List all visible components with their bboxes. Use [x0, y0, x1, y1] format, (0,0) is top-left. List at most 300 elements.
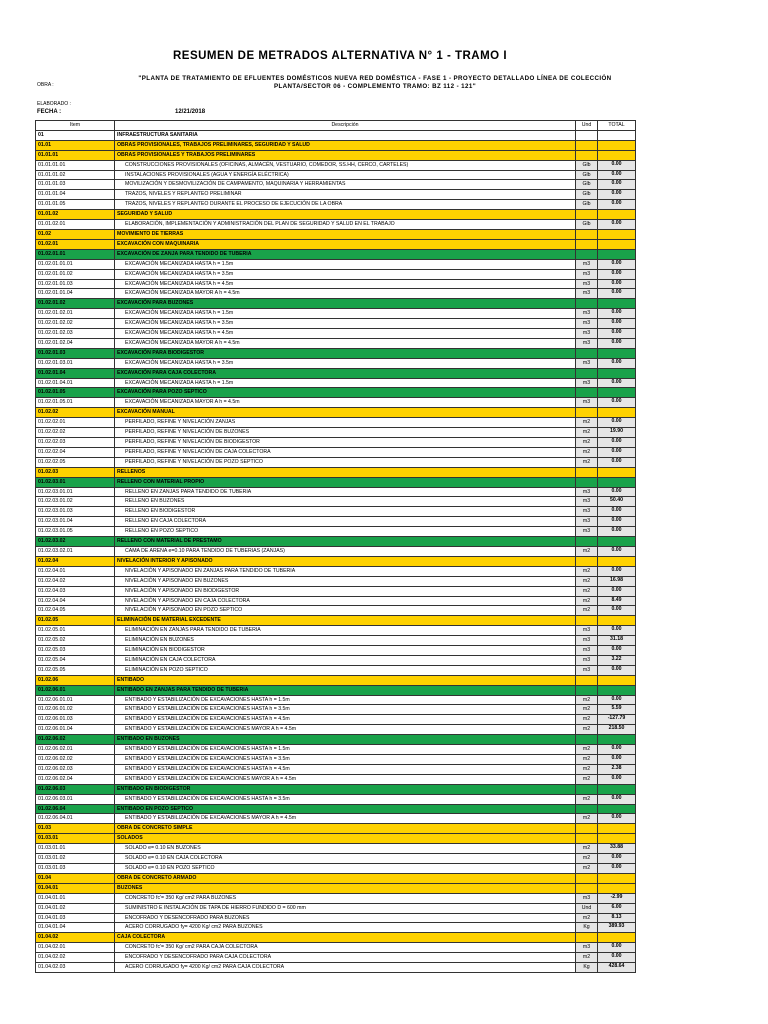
- cell-unit: [576, 685, 598, 695]
- table-row: [36, 289, 636, 299]
- cell-total: 0.00: [598, 289, 636, 299]
- cell-total: 0.00: [598, 527, 636, 537]
- obra-description: "PLANTA DE TRATAMIENTO DE EFLUENTES DOMÉSTICOS NUEVA RED DOMÉSTICA - FASE 1 - PROYECTO DETALLADO LÍNEA DE COLECCIÓN PLANTA/SECTOR 06 - COMPLEMENTO TRAMO: BZ 112 - 121": [138, 75, 612, 90]
- cell-description: RELLENO CON MATERIAL DE PRESTAMO: [115, 537, 576, 547]
- cell-item: 01.02: [36, 229, 115, 239]
- cell-total: 50.40: [598, 497, 636, 507]
- cell-description: CONCRETO fc'= 350 Kg/ cm2 PARA CAJA COLECTORA: [115, 943, 576, 953]
- table-row: [36, 705, 636, 715]
- obra-label: OBRA :: [37, 82, 54, 88]
- table-row: [36, 764, 636, 774]
- table-row: [36, 893, 636, 903]
- cell-total: -2.99: [598, 893, 636, 903]
- cell-unit: m3: [576, 338, 598, 348]
- cell-item: 01.02.04.02: [36, 576, 115, 586]
- cell-item: 01.02.02.02: [36, 428, 115, 438]
- cell-unit: m3: [576, 289, 598, 299]
- cell-item: 01.02.01.01.03: [36, 279, 115, 289]
- cell-unit: [576, 408, 598, 418]
- cell-total: 0.00: [598, 319, 636, 329]
- cell-unit: m3: [576, 329, 598, 339]
- cell-unit: [576, 933, 598, 943]
- cell-total: 0.00: [598, 438, 636, 448]
- table-row: [36, 319, 636, 329]
- cell-total: 0.00: [598, 457, 636, 467]
- table-row: [36, 398, 636, 408]
- cell-description: ENTIBADO: [115, 675, 576, 685]
- cell-item: 01.04.01.01: [36, 893, 115, 903]
- cell-total: 0.00: [598, 606, 636, 616]
- cell-unit: [576, 616, 598, 626]
- cell-description: NIVELACIÓN Y APISONADO EN CAJA COLECTORA: [115, 596, 576, 606]
- table-section-row: [36, 804, 636, 814]
- cell-description: ENTIBADO Y ESTABILIZACIÓN DE EXCAVACIONES HASTA h = 1.5m: [115, 745, 576, 755]
- cell-unit: m2: [576, 546, 598, 556]
- table-row: [36, 338, 636, 348]
- cell-item: 01.02.01.04.01: [36, 378, 115, 388]
- cell-description: TRAZOS, NIVELES Y REPLANTEO DURANTE EL PROCESO DE EJECUCIÓN DE LA OBRA: [115, 200, 576, 210]
- cell-total: [598, 467, 636, 477]
- cell-total: 0.00: [598, 774, 636, 784]
- cell-unit: [576, 150, 598, 160]
- cell-description: OBRA DE CONCRETO ARMADO: [115, 873, 576, 883]
- cell-total: [598, 685, 636, 695]
- cell-total: 0.00: [598, 269, 636, 279]
- cell-item: 01.02.05.04: [36, 655, 115, 665]
- cell-total: 0.00: [598, 507, 636, 517]
- cell-description: EXCAVACIÓN MECANIZADA HASTA h = 1.5m: [115, 378, 576, 388]
- cell-total: [598, 140, 636, 150]
- table-section-row: [36, 140, 636, 150]
- cell-total: 16.98: [598, 576, 636, 586]
- cell-unit: m2: [576, 745, 598, 755]
- cell-item: 01.02.02.04: [36, 447, 115, 457]
- cell-description: RELLENO CON MATERIAL PROPIO: [115, 477, 576, 487]
- cell-total: 0.00: [598, 755, 636, 765]
- cell-item: 01.02.06.01.04: [36, 725, 115, 735]
- cell-unit: m2: [576, 863, 598, 873]
- cell-description: ENTIBADO EN BUZONES: [115, 735, 576, 745]
- cell-unit: m2: [576, 606, 598, 616]
- table-row: [36, 636, 636, 646]
- cell-unit: [576, 368, 598, 378]
- cell-unit: [576, 735, 598, 745]
- cell-item: 01.04.01.04: [36, 923, 115, 933]
- table-row: [36, 665, 636, 675]
- cell-description: ELIMINACIÓN EN CAJA COLECTORA: [115, 655, 576, 665]
- cell-total: 0.00: [598, 279, 636, 289]
- cell-unit: Glb: [576, 190, 598, 200]
- cell-total: 0.00: [598, 338, 636, 348]
- cell-total: 0.00: [598, 646, 636, 656]
- cell-total: [598, 368, 636, 378]
- cell-total: 0.00: [598, 200, 636, 210]
- cell-total: 0.00: [598, 695, 636, 705]
- cell-item: 01.02.06: [36, 675, 115, 685]
- cell-description: ENTIBADO Y ESTABILIZACIÓN DE EXCAVACIONES HASTA h = 4.5m: [115, 764, 576, 774]
- cell-item: 01.02.04.05: [36, 606, 115, 616]
- cell-unit: [576, 348, 598, 358]
- cell-item: 01.02.01.02.04: [36, 338, 115, 348]
- cell-description: ELIMINACIÓN EN BUZONES: [115, 636, 576, 646]
- cell-description: EXCAVACIÓN MECANIZADA HASTA h = 3.5m: [115, 269, 576, 279]
- cell-description: SEGURIDAD Y SALUD: [115, 210, 576, 220]
- cell-description: RELLENO EN CAJA COLECTORA: [115, 517, 576, 527]
- cell-description: NIVELACIÓN INTERIOR Y APISONADO: [115, 556, 576, 566]
- cell-description: ELIMINACIÓN DE MATERIAL EXCEDENTE: [115, 616, 576, 626]
- cell-unit: m3: [576, 378, 598, 388]
- cell-total: 0.00: [598, 566, 636, 576]
- table-row: [36, 269, 636, 279]
- table-section-row: [36, 873, 636, 883]
- cell-unit: m2: [576, 438, 598, 448]
- table-row: [36, 646, 636, 656]
- elaborado-label: ELABORADO :: [37, 101, 71, 107]
- cell-description: NIVELACIÓN Y APISONADO EN POZO SEPTICO: [115, 606, 576, 616]
- cell-unit: [576, 556, 598, 566]
- cell-total: 0.00: [598, 794, 636, 804]
- cell-unit: m3: [576, 497, 598, 507]
- cell-total: 0.00: [598, 447, 636, 457]
- cell-description: RELLENO EN BIODIGESTOR: [115, 507, 576, 517]
- cell-item: 01.02.01.01: [36, 249, 115, 259]
- cell-description: SOLADO e= 0.10 EN CAJA COLECTORA: [115, 854, 576, 864]
- cell-unit: m3: [576, 319, 598, 329]
- cell-unit: m3: [576, 655, 598, 665]
- cell-description: PERFILADO, REFINE Y NIVELACIÓN DE POZO SEPTICO: [115, 457, 576, 467]
- table-section-row: [36, 229, 636, 239]
- cell-description: ACERO CORRUGADO fy= 4200 Kg/ cm2 PARA CAJA COLECTORA: [115, 963, 576, 973]
- cell-description: RELLENO EN BUZONES: [115, 497, 576, 507]
- cell-description: ENTIBADO Y ESTABILIZACIÓN DE EXCAVACIONES HASTA h = 3.5m: [115, 755, 576, 765]
- cell-total: 0.00: [598, 546, 636, 556]
- cell-unit: m2: [576, 447, 598, 457]
- cell-unit: [576, 210, 598, 220]
- cell-total: 0.00: [598, 953, 636, 963]
- cell-description: ELIMINACIÓN EN POZO SEPTICO: [115, 665, 576, 675]
- table-section-row: [36, 408, 636, 418]
- cell-item: 01.03.01: [36, 834, 115, 844]
- table-row: [36, 170, 636, 180]
- cell-total: 0.00: [598, 487, 636, 497]
- cell-total: [598, 933, 636, 943]
- table-header-row: [36, 121, 636, 131]
- cell-description: RELLENOS: [115, 467, 576, 477]
- cell-unit: [576, 299, 598, 309]
- cell-unit: m3: [576, 636, 598, 646]
- cell-total: 0.00: [598, 943, 636, 953]
- table-section-row: [36, 675, 636, 685]
- page-title: RESUMEN DE METRADOS ALTERNATIVA N° 1 - TRAMO I: [172, 50, 508, 62]
- cell-description: RELLENO EN POZO SEPTICO: [115, 527, 576, 537]
- table-row: [36, 903, 636, 913]
- cell-description: ENTIBADO Y ESTABILIZACIÓN DE EXCAVACIONES HASTA h = 3.5m: [115, 705, 576, 715]
- cell-item: 01.04: [36, 873, 115, 883]
- cell-unit: m2: [576, 953, 598, 963]
- cell-total: [598, 824, 636, 834]
- column-header-item: Item: [36, 121, 115, 131]
- cell-item: 01.02.03.01.05: [36, 527, 115, 537]
- cell-description: EXCAVACIÓN MECANIZADA HASTA h = 3.5m: [115, 358, 576, 368]
- table-row: [36, 626, 636, 636]
- cell-unit: [576, 834, 598, 844]
- cell-unit: m2: [576, 695, 598, 705]
- cell-item: 01.02.01.02.03: [36, 329, 115, 339]
- cell-unit: m2: [576, 814, 598, 824]
- table-row: [36, 190, 636, 200]
- cell-item: 01.02.06.02.01: [36, 745, 115, 755]
- metrados-table: [35, 120, 636, 973]
- cell-description: NIVELACIÓN Y APISONADO EN BIODIGESTOR: [115, 586, 576, 596]
- cell-total: 0.00: [598, 329, 636, 339]
- cell-total: 0.00: [598, 626, 636, 636]
- table-row: [36, 755, 636, 765]
- cell-description: EXCAVACIÓN PARA BIODIGESTOR: [115, 348, 576, 358]
- cell-total: [598, 249, 636, 259]
- cell-item: 01.01.02: [36, 210, 115, 220]
- table-section-row: [36, 150, 636, 160]
- cell-unit: [576, 130, 598, 140]
- cell-item: 01.02.05.03: [36, 646, 115, 656]
- cell-item: 01.01.01.04: [36, 190, 115, 200]
- cell-item: 01.01.01.05: [36, 200, 115, 210]
- cell-item: 01.02.06.02.02: [36, 755, 115, 765]
- cell-item: 01.02.05: [36, 616, 115, 626]
- cell-unit: Kg: [576, 963, 598, 973]
- cell-item: 01.02.03.01.03: [36, 507, 115, 517]
- table-row: [36, 497, 636, 507]
- cell-item: 01.02.02.05: [36, 457, 115, 467]
- cell-unit: m2: [576, 418, 598, 428]
- table-row: [36, 457, 636, 467]
- cell-total: 389.93: [598, 923, 636, 933]
- cell-unit: [576, 249, 598, 259]
- cell-unit: Glb: [576, 200, 598, 210]
- cell-unit: m3: [576, 665, 598, 675]
- table-row: [36, 606, 636, 616]
- cell-total: 0.00: [598, 665, 636, 675]
- cell-description: PERFILADO, REFINE Y NIVELACIÓN ZANJAS: [115, 418, 576, 428]
- cell-unit: m2: [576, 705, 598, 715]
- cell-description: EXCAVACIÓN MECANIZADA MAYOR A h = 4.5m: [115, 338, 576, 348]
- cell-unit: [576, 229, 598, 239]
- table-row: [36, 923, 636, 933]
- cell-unit: m3: [576, 269, 598, 279]
- cell-unit: [576, 467, 598, 477]
- cell-description: INSTALACIONES PROVISIONALES (AGUA Y ENERGÍA ELÉCTRICA): [115, 170, 576, 180]
- cell-total: 0.00: [598, 170, 636, 180]
- cell-unit: Glb: [576, 180, 598, 190]
- cell-description: EXCAVACIÓN MECANIZADA MAYOR A h = 4.5m: [115, 398, 576, 408]
- table-section-row: [36, 556, 636, 566]
- cell-total: 33.88: [598, 844, 636, 854]
- table-row: [36, 655, 636, 665]
- cell-description: BUZONES: [115, 883, 576, 893]
- table-section-row: [36, 249, 636, 259]
- cell-total: 0.00: [598, 160, 636, 170]
- table-row: [36, 745, 636, 755]
- cell-item: 01.02.03.02.01: [36, 546, 115, 556]
- cell-total: 0.00: [598, 814, 636, 824]
- cell-total: [598, 388, 636, 398]
- cell-total: [598, 675, 636, 685]
- fecha-label: FECHA :: [37, 109, 62, 115]
- cell-unit: m2: [576, 774, 598, 784]
- cell-item: 01.04.01.03: [36, 913, 115, 923]
- cell-unit: m2: [576, 725, 598, 735]
- table-section-row: [36, 368, 636, 378]
- cell-unit: [576, 873, 598, 883]
- column-header-unit: Und: [576, 121, 598, 131]
- cell-total: 428.64: [598, 963, 636, 973]
- cell-item: 01.02.01.02: [36, 299, 115, 309]
- cell-item: 01.02.04: [36, 556, 115, 566]
- table-section-row: [36, 784, 636, 794]
- table-section-row: [36, 299, 636, 309]
- cell-item: 01.02.01.03.01: [36, 358, 115, 368]
- cell-description: ENCOFRADO Y DESENCOFRADO PARA BUZONES: [115, 913, 576, 923]
- cell-item: 01.02.05.01: [36, 626, 115, 636]
- cell-description: MOVILIZACIÓN Y DESMOVILIZACIÓN DE CAMPAMENTO, MAQUINARIA Y HERRAMIENTAS: [115, 180, 576, 190]
- table-row: [36, 695, 636, 705]
- cell-item: 01.02.03: [36, 467, 115, 477]
- table-row: [36, 953, 636, 963]
- cell-item: 01: [36, 130, 115, 140]
- cell-unit: m2: [576, 794, 598, 804]
- cell-item: 01.02.01.05: [36, 388, 115, 398]
- table-body: [36, 130, 636, 972]
- cell-total: 0.00: [598, 418, 636, 428]
- cell-unit: m3: [576, 507, 598, 517]
- table-row: [36, 566, 636, 576]
- table-section-row: [36, 477, 636, 487]
- cell-item: 01.02.06.04: [36, 804, 115, 814]
- cell-total: 0.00: [598, 398, 636, 408]
- cell-unit: m2: [576, 755, 598, 765]
- cell-description: EXCAVACIÓN DE ZANJA PARA TENDIDO DE TUBERIA: [115, 249, 576, 259]
- cell-total: [598, 408, 636, 418]
- column-header-description: Descripción: [115, 121, 576, 131]
- cell-total: 0.00: [598, 863, 636, 873]
- table-section-row: [36, 537, 636, 547]
- cell-item: 01.02.06.04.01: [36, 814, 115, 824]
- cell-item: 01.02.01.05.01: [36, 398, 115, 408]
- cell-total: [598, 616, 636, 626]
- cell-total: 0.00: [598, 309, 636, 319]
- cell-description: RELLENO EN ZANJAS PARA TENDIDO DE TUBERIA: [115, 487, 576, 497]
- cell-item: 01.04.02.01: [36, 943, 115, 953]
- cell-unit: [576, 804, 598, 814]
- cell-description: EXCAVACIÓN MECANIZADA HASTA h = 3.5m: [115, 319, 576, 329]
- table-section-row: [36, 735, 636, 745]
- cell-unit: m3: [576, 646, 598, 656]
- cell-description: PERFILADO, REFINE Y NIVELACIÓN DE BUZONES: [115, 428, 576, 438]
- cell-item: 01.02.04.01: [36, 566, 115, 576]
- cell-item: 01.02.03.01.04: [36, 517, 115, 527]
- cell-total: [598, 239, 636, 249]
- table-row: [36, 913, 636, 923]
- cell-unit: m3: [576, 893, 598, 903]
- cell-unit: m3: [576, 279, 598, 289]
- cell-description: ELIMINACIÓN EN ZANJAS PARA TENDIDO DE TUBERIA: [115, 626, 576, 636]
- table-section-row: [36, 834, 636, 844]
- cell-item: 01.02.06.02.04: [36, 774, 115, 784]
- cell-total: 0.00: [598, 854, 636, 864]
- cell-item: 01.02.03.01.02: [36, 497, 115, 507]
- table-row: [36, 576, 636, 586]
- cell-unit: [576, 675, 598, 685]
- cell-unit: [576, 784, 598, 794]
- cell-total: 0.00: [598, 259, 636, 269]
- cell-unit: m3: [576, 398, 598, 408]
- cell-item: 01.04.01.02: [36, 903, 115, 913]
- cell-total: [598, 150, 636, 160]
- cell-total: [598, 735, 636, 745]
- cell-total: 8.49: [598, 596, 636, 606]
- cell-total: [598, 804, 636, 814]
- cell-item: 01.02.06.01.01: [36, 695, 115, 705]
- metrados-table-wrapper: [35, 120, 635, 973]
- cell-description: EXCAVACIÓN MECANIZADA MAYOR A h = 4.5m: [115, 289, 576, 299]
- cell-description: CONSTRUCCIONES PROVISIONALES (OFICINAS, ALMACÉN, VESTUARIO, COMEDOR, SS.HH, CERCO, CARTELES): [115, 160, 576, 170]
- cell-description: ENTIBADO Y ESTABILIZACIÓN DE EXCAVACIONES MAYOR A h = 4.5m: [115, 725, 576, 735]
- cell-item: 01.02.01.01.02: [36, 269, 115, 279]
- cell-unit: Glb: [576, 220, 598, 230]
- cell-total: -127.79: [598, 715, 636, 725]
- cell-unit: [576, 388, 598, 398]
- table-row: [36, 180, 636, 190]
- cell-description: ACERO CORRUGADO fy= 4200 Kg/ cm2 PARA BUZONES: [115, 923, 576, 933]
- table-row: [36, 309, 636, 319]
- cell-item: 01.02.05.02: [36, 636, 115, 646]
- table-row: [36, 487, 636, 497]
- cell-item: 01.02.06.02: [36, 735, 115, 745]
- table-row: [36, 844, 636, 854]
- cell-item: 01.02.04.03: [36, 586, 115, 596]
- cell-unit: m3: [576, 358, 598, 368]
- cell-total: [598, 130, 636, 140]
- cell-unit: m3: [576, 626, 598, 636]
- table-section-row: [36, 388, 636, 398]
- cell-unit: [576, 477, 598, 487]
- cell-description: ENTIBADO EN ZANJAS PARA TENDIDO DE TUBERIA: [115, 685, 576, 695]
- table-section-row: [36, 933, 636, 943]
- cell-item: 01.01.01.01: [36, 160, 115, 170]
- cell-description: EXCAVACIÓN PARA CAJA COLECTORA: [115, 368, 576, 378]
- cell-item: 01.01.01: [36, 150, 115, 160]
- cell-description: EXCAVACIÓN MECANIZADA HASTA h = 4.5m: [115, 279, 576, 289]
- cell-description: TRAZOS, NIVELES Y REPLANTEO PRELIMINAR: [115, 190, 576, 200]
- cell-description: ENTIBADO EN BIODIGESTOR: [115, 784, 576, 794]
- cell-item: 01.03: [36, 824, 115, 834]
- cell-description: NIVELACIÓN Y APISONADO EN BUZONES: [115, 576, 576, 586]
- cell-unit: m2: [576, 586, 598, 596]
- cell-item: 01.03.01.03: [36, 863, 115, 873]
- cell-total: 0.00: [598, 517, 636, 527]
- cell-total: [598, 883, 636, 893]
- cell-description: NIVELACIÓN Y APISONADO EN ZANJAS PARA TENDIDO DE TUBERIA: [115, 566, 576, 576]
- cell-item: 01.02.03.02: [36, 537, 115, 547]
- cell-item: 01.02.01.02.01: [36, 309, 115, 319]
- cell-description: ELIMINACIÓN EN BIODIGESTOR: [115, 646, 576, 656]
- cell-item: 01.01: [36, 140, 115, 150]
- table-row: [36, 854, 636, 864]
- cell-total: 0.00: [598, 180, 636, 190]
- table-row: [36, 517, 636, 527]
- cell-item: 01.04.01: [36, 883, 115, 893]
- cell-total: [598, 834, 636, 844]
- cell-total: 5.59: [598, 705, 636, 715]
